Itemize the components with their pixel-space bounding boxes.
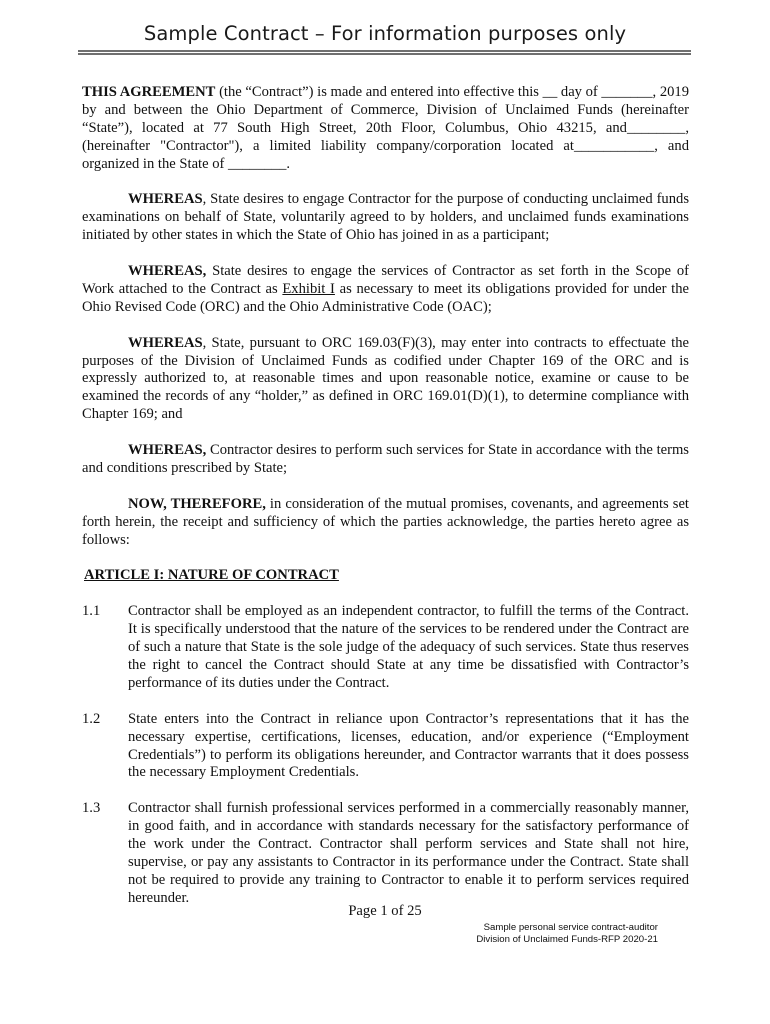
whereas-4-text: Contractor desires to perform such services for State in accordance with the terms and conditions prescribed by State; — [82, 442, 689, 476]
whereas-2-text-a: State desires to engage the services of Contractor as set forth in the Scope of Work attached to the Contract as — [82, 263, 689, 297]
whereas-3-text: , State, pursuant to ORC 169.03(F)(3), may enter into contracts to effectuate the purposes of the Division of Unclaimed Funds as codified under Chapter 169 of the ORC and is expressly authorized to, at reasonable times and upon reasonable notice, examine or cause to be examined the records of any “holder,” as defined in ORC 169.01(D)(1), to determine compliance with Chapter 169; and — [82, 334, 689, 423]
now-therefore-paragraph — [82, 496, 689, 550]
whereas-2-lead: WHEREAS, — [128, 263, 207, 280]
whereas-1-text: , State desires to engage Contractor for the purpose of conducting unclaimed funds examinations on behalf of State, voluntarily agreed to by holders, and unclaimed funds examinations initiated by other states in which the State of Ohio has joined in as a participant; — [82, 191, 689, 244]
whereas-1-lead: WHEREAS — [128, 191, 203, 208]
clause-number: 1.2 — [82, 710, 101, 727]
article-1-heading: ARTICLE I: NATURE OF CONTRACT — [84, 567, 339, 584]
whereas-paragraph-3 — [82, 335, 689, 425]
clause-number: 1.3 — [82, 800, 101, 817]
now-therefore-lead: NOW, THEREFORE, — [128, 495, 266, 512]
whereas-paragraph-4 — [82, 442, 689, 478]
exhibit-link[interactable]: Exhibit I — [282, 280, 335, 297]
contract-body — [82, 84, 689, 926]
clause-text: Contractor shall furnish professional services performed in a commercially reasonably manner, in good faith, and in accordance with standards necessary for the satisfactory performance of the work under the Contract. Contractor shall perform services and State shall not hire, supervise, or pay any assistants to Contractor in its performance under the Contract. State shall not be required to provide any training to Contractor to enable it to perform services required hereunder. — [128, 800, 689, 906]
agreement-paragraph — [82, 84, 689, 174]
page-title: Sample Contract – For information purposes only — [143, 22, 627, 45]
footer-note-line-1: Sample personal service contract-auditor — [483, 922, 658, 933]
clause-text: Contractor shall be employed as an independent contractor, to fulfill the terms of the Contract. It is specifically understood that the nature of the services to be rendered under the Contract are of such a nature that State is the sole judge of the adequacy of such services. State thus reserves the right to cancel the Contract should State at any time be dissatisfied with Contractor’s performance of its duties under the Contract. — [128, 603, 689, 691]
clause — [82, 711, 689, 783]
whereas-paragraph-2 — [82, 263, 689, 317]
whereas-paragraph-1 — [82, 191, 689, 245]
now-therefore-text: in consideration of the mutual promises, covenants, and agreements set forth herein, the receipt and sufficiency of which the parties acknowledge, the parties hereto agree as follows: — [82, 495, 689, 548]
footer-note-line-2: Division of Unclaimed Funds-RFP 2020-21 — [476, 934, 658, 945]
whereas-4-lead: WHEREAS, — [128, 442, 207, 459]
agreement-text: (the “Contract”) is made and entered into effective this __ day of _______, 2019 by and between the Ohio Department of Commerce, Division of Unclaimed Funds (hereinafter “State”), located at 77 South High Street, 20th Floor, Columbus, Ohio 43215, and________, (hereinafter "Contractor"), a limited liability company/corporation located at___________, and organized in the State of ________. — [82, 84, 690, 172]
header-divider — [78, 50, 691, 55]
page-number: Page 1 of 25 — [348, 903, 422, 919]
agreement-lead: THIS AGREEMENT — [82, 84, 216, 100]
clause-text: State enters into the Contract in reliance upon Contractor’s representations that it has the necessary expertise, certifications, licenses, education, and/or experience (“Employment Credentials”) to perform its obligations hereunder, and Contractor warrants that it does possess the necessary Employment Credentials. — [128, 710, 689, 781]
footer-note — [476, 922, 658, 946]
whereas-3-lead: WHEREAS — [128, 334, 203, 351]
whereas-2-text-b: as necessary to meet its obligations provided for under the Ohio Revised Code (ORC) and the Ohio Administrative Code (OAC); — [82, 280, 689, 315]
clause — [82, 603, 689, 693]
clause-number: 1.1 — [82, 603, 101, 620]
clause — [82, 800, 689, 907]
